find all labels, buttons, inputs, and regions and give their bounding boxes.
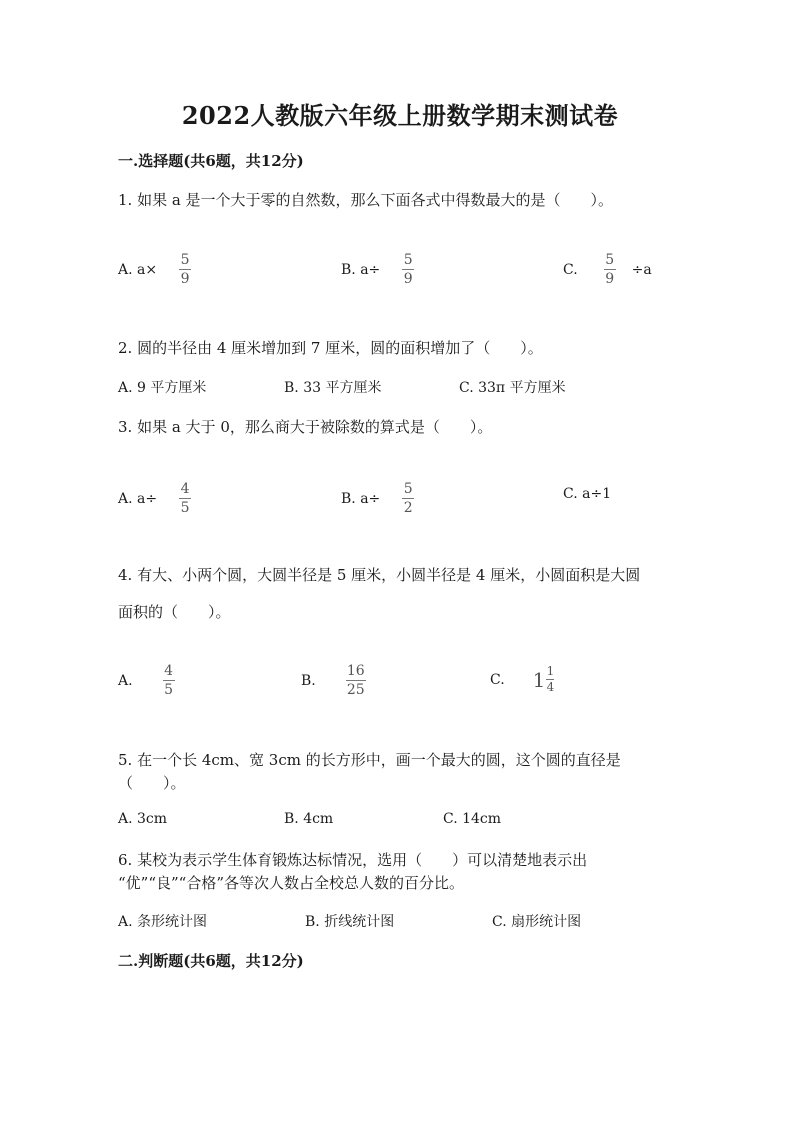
- question-4-option-a: [118, 663, 175, 698]
- question-5-option-c: C. 14cm: [443, 811, 502, 827]
- fraction-denominator: 5: [164, 682, 174, 698]
- fraction: [346, 663, 366, 698]
- fraction-numerator: 4: [180, 481, 190, 497]
- fraction: [402, 252, 414, 287]
- question-5-stem-line2: （ ）。: [118, 774, 186, 792]
- question-1-stem: 1. 如果 a 是一个大于零的自然数，那么下面各式中得数最大的是（ ）。: [118, 191, 614, 209]
- fraction-bar: [163, 680, 175, 681]
- fraction-denominator: 5: [180, 500, 190, 516]
- mixed-number-whole: 1: [532, 667, 546, 692]
- fraction-numerator: 5: [403, 481, 413, 497]
- fraction-bar: [402, 269, 414, 270]
- question-5-option-a: A. 3cm: [118, 811, 168, 827]
- fraction-numerator: 4: [164, 663, 174, 679]
- option-b-prefix: B. a÷: [341, 261, 381, 278]
- question-5-option-b: B. 4cm: [284, 811, 334, 827]
- question-2-option-a: A. 9 平方厘米: [118, 380, 207, 396]
- fraction-denominator: 2: [403, 500, 413, 516]
- fraction-numerator: 5: [180, 252, 190, 268]
- fraction-bar: [179, 498, 191, 499]
- question-1-option-b: [341, 252, 414, 287]
- fraction-numerator: 16: [346, 663, 365, 679]
- option-a-prefix: A.: [118, 672, 133, 689]
- question-4-stem-line2: 面积的（ ）。: [118, 603, 231, 621]
- fraction-denominator: 9: [605, 271, 615, 287]
- fraction: [546, 665, 554, 694]
- fraction-denominator: 25: [346, 682, 365, 698]
- question-6-option-c: C. 扇形统计图: [492, 914, 582, 930]
- option-c-prefix: C.: [490, 671, 505, 688]
- fraction-denominator: 9: [403, 271, 413, 287]
- section-heading-choice: 一.选择题(共6题，共12分): [118, 152, 304, 170]
- fraction-numerator: 5: [605, 252, 615, 268]
- option-c-suffix: ÷a: [631, 261, 652, 278]
- question-3-option-a: [118, 481, 191, 516]
- question-5-stem-line1: 5. 在一个长 4cm、宽 3cm 的长方形中，画一个最大的圆，这个圆的直径是: [118, 751, 621, 769]
- option-b-prefix: B.: [301, 672, 316, 689]
- question-4-stem-line1: 4. 有大、小两个圆，大圆半径是 5 厘米，小圆半径是 4 厘米，小圆面积是大圆: [118, 566, 641, 584]
- question-1-option-c: [563, 252, 652, 287]
- option-a-prefix: A. a×: [118, 261, 158, 278]
- fraction-numerator: 5: [403, 252, 413, 268]
- mixed-number: [533, 665, 555, 694]
- fraction: [604, 252, 616, 287]
- question-4-option-c: [490, 665, 554, 694]
- fraction: [402, 481, 414, 516]
- fraction-numerator: 1: [546, 664, 555, 678]
- question-6-stem-line2: “优”“良”“合格”各等次人数占全校总人数的百分比。: [118, 874, 465, 892]
- fraction-bar: [179, 269, 191, 270]
- page-title: 2022人教版六年级上册数学期末测试卷: [181, 101, 619, 130]
- question-6-option-a: A. 条形统计图: [118, 914, 208, 930]
- question-6-option-b: B. 折线统计图: [305, 914, 395, 930]
- fraction: [179, 481, 191, 516]
- question-3-stem: 3. 如果 a 大于 0，那么商大于被除数的算式是（ ）。: [118, 418, 493, 436]
- fraction-denominator: 9: [180, 271, 190, 287]
- question-1-option-a: [118, 252, 191, 287]
- question-3-option-c: C. a÷1: [563, 486, 612, 502]
- fraction: [179, 252, 191, 287]
- fraction-bar: [402, 498, 414, 499]
- fraction: [163, 663, 175, 698]
- fraction-denominator: 4: [546, 680, 555, 694]
- question-2-stem: 2. 圆的半径由 4 厘米增加到 7 厘米，圆的面积增加了（ ）。: [118, 339, 543, 357]
- question-2-option-b: B. 33 平方厘米: [284, 380, 382, 396]
- option-a-prefix: A. a÷: [118, 490, 158, 507]
- question-2-option-c: C. 33π 平方厘米: [459, 380, 566, 396]
- question-6-stem-line1: 6. 某校为表示学生体育锻炼达标情况，选用（ ）可以清楚地表示出: [118, 851, 588, 869]
- fraction-bar: [346, 680, 366, 681]
- option-b-prefix: B. a÷: [341, 490, 381, 507]
- section-heading-judgement: 二.判断题(共6题，共12分): [118, 952, 304, 970]
- option-c-prefix: C.: [563, 261, 578, 278]
- question-3-option-b: [341, 481, 414, 516]
- question-4-option-b: [301, 663, 366, 698]
- fraction-bar: [604, 269, 616, 270]
